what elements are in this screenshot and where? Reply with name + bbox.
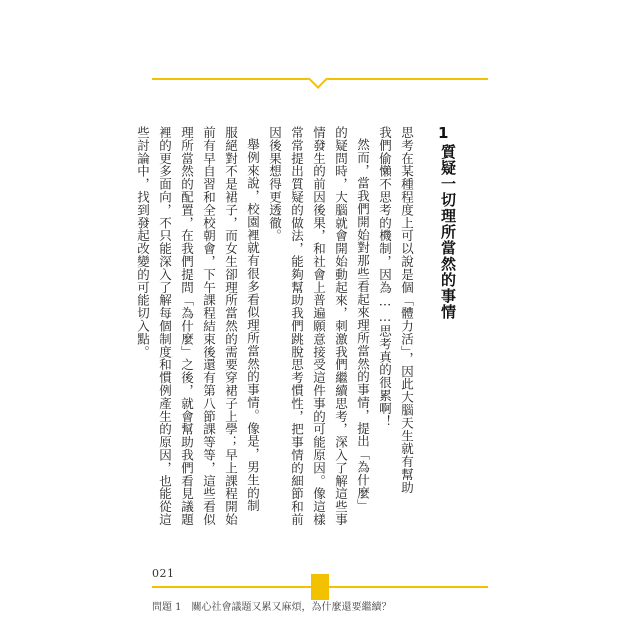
body-line: 因後果想得更透徹。 <box>267 126 283 243</box>
body-line: 的疑問時，大腦就會開始動起來，刺激我們繼續思考，深入了解這些事 <box>333 126 349 526</box>
body-line: 我們偷懶不思考的機制，因為……思考真的很累啊！ <box>377 126 393 428</box>
body-line: 服絕對不是裙子，而女生卻理所當然的需要穿裙子上學；早上課程開始 <box>223 126 239 526</box>
body-line: 情發生的前因後果，和社會上普遍願意接受這件事的可能原因。像這樣 <box>311 126 327 526</box>
running-footer: 問題 1 關心社會議題又累又麻煩，為什麼還要繼續？ <box>152 602 392 613</box>
body-line: 理所當然的配置，在我們提問「為什麼」之後，就會幫助我們看見議題 <box>179 126 195 526</box>
body-line: 思考在某種程度上可以說是個「體力活」，因此大腦天生就有幫助 <box>399 126 415 494</box>
body-line: 裡的更多面向，不只能深入了解每個制度和慣例產生的原因，也能從這 <box>157 126 173 526</box>
page-number: 021 <box>152 567 175 580</box>
chapter-title: 質疑一切理所當然的事情 <box>439 144 457 320</box>
top-chevron-ornament <box>308 69 328 89</box>
body-line: 舉例來說，校園裡就有很多看似理所當然的事情。像是，男生的制 <box>245 138 261 513</box>
body-line: 前有早自習和全校朝會，下午課程結束後還有第八節課等等，這些看似 <box>201 126 217 526</box>
footer-marker <box>311 574 329 600</box>
body-line: 些討論中，找到發起改變的可能切入點。 <box>135 126 151 359</box>
body-line: 常常提出質疑的做法，能夠幫助我們跳脫思考慣性，把事情的細節和前 <box>289 126 305 526</box>
chapter-number: 1 <box>438 124 449 142</box>
body-line: 然而，當我們開始對那些看起來理所當然的事情，提出「為什麼」 <box>355 138 371 513</box>
